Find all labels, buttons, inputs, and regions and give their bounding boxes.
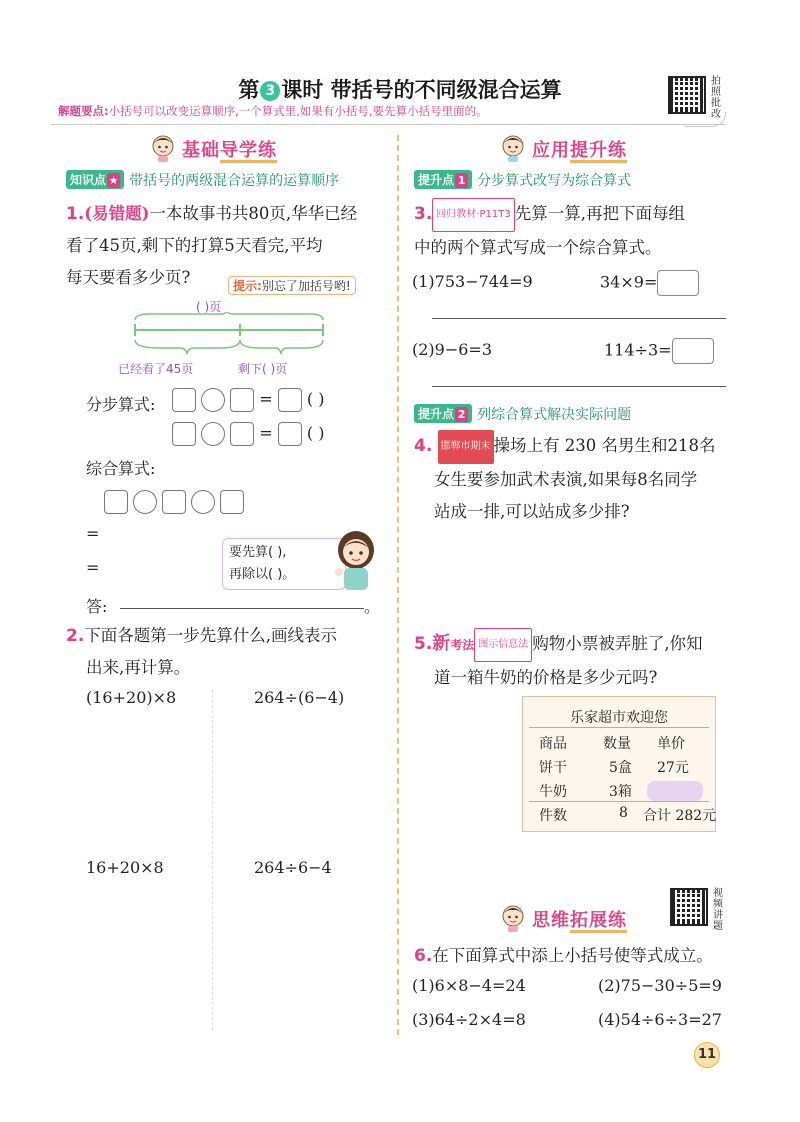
expression-2: 264÷(6−4) — [254, 688, 345, 707]
line-segment-diagram — [130, 312, 330, 362]
girl-character-icon — [330, 528, 382, 592]
expression-1: (16+20)×8 — [86, 688, 177, 707]
q6-equation-1: (1)6×8−4=24 — [412, 976, 526, 995]
answer-line[interactable] — [432, 386, 726, 387]
boy-avatar-icon — [500, 134, 526, 162]
operator-circle[interactable] — [191, 490, 215, 514]
question-5: 5.新考法 图示信息法 购物小票被弄脏了,你知 道一箱牛奶的价格是多少元吗? — [414, 628, 744, 694]
answer-box[interactable] — [172, 422, 196, 446]
section-title: 基础导学练 — [182, 140, 277, 161]
knowledge-tag: 知识点 ★ — [66, 170, 124, 189]
answer-box[interactable] — [278, 422, 302, 446]
header-divider — [50, 124, 725, 125]
section-applied — [500, 134, 627, 166]
hint-box: 提示:别忘了加括号哟! — [228, 276, 356, 295]
question-6: 6.在下面算式中添上小括号使等式成立。 — [414, 946, 713, 966]
diagram-total-label: ( )页 — [196, 300, 222, 314]
qr-code-icon[interactable] — [670, 888, 708, 926]
operator-circle[interactable] — [133, 490, 157, 514]
step-formula-label: 分步算式: — [86, 395, 156, 414]
question-3: 3. 回归教材·P11T3 先算一算,再把下面每组 中的两个算式写成一个综合算式。 — [414, 198, 744, 264]
answer-box[interactable] — [172, 388, 196, 412]
diagram-read-label: 已经看了45页 — [118, 362, 194, 376]
expression-3: 16+20×8 — [86, 858, 164, 877]
q6-equation-2: (2)75−30÷5=9 — [598, 976, 722, 995]
equals-sign: = — [86, 524, 100, 543]
section-title: 应用提升练 — [532, 140, 627, 161]
stain — [647, 781, 703, 801]
q3-expression-2b: 114÷3= — [604, 338, 714, 364]
improvement-point-2: 提升点 2 列综合算式解决实际问题 — [414, 404, 631, 424]
section-thinking — [500, 904, 627, 936]
shopping-receipt: 乐家超市欢迎您 商品 数量 单价 饼干 5盒 27元 牛奶 3箱 件数 8 合计 282元 — [522, 696, 716, 832]
title-text: 课时 带括号的不同级混合运算 — [281, 78, 562, 102]
step-formula-row-2: = ( ) — [172, 422, 324, 446]
qr-label: 拍 照 批 改 — [711, 76, 721, 120]
answer-box[interactable] — [672, 338, 714, 364]
operator-circle[interactable] — [201, 388, 225, 412]
improvement-point-1: 提升点 1 分步算式改写为综合算式 — [414, 170, 631, 190]
boy-avatar-icon — [500, 904, 526, 932]
receipt-title: 乐家超市欢迎您 — [570, 710, 668, 726]
q6-equation-3: (3)64÷2×4=8 — [412, 1010, 526, 1029]
expression-4: 264÷6−4 — [254, 858, 332, 877]
answer-box[interactable] — [230, 422, 254, 446]
qr-code-icon[interactable] — [668, 76, 706, 114]
knowledge-point: 知识点 ★ 带括号的两级混合运算的运算顺序 — [66, 170, 339, 190]
answer-box[interactable] — [278, 388, 302, 412]
tricky-badge: (易错题) — [84, 204, 150, 223]
answer-line[interactable] — [432, 318, 726, 319]
solving-tip: 解题要点:小括号可以改变运算顺序,一个算式里,如果有小括号,要先算小括号里面的。 — [58, 104, 488, 118]
combined-formula-row — [104, 490, 244, 514]
q3-expression-2a: (2)9−6=3 — [412, 340, 493, 359]
answer-box[interactable] — [162, 490, 186, 514]
answer-box[interactable] — [230, 388, 254, 412]
qr-label: 视 频 讲 题 — [713, 888, 723, 932]
lesson-number: 3 — [260, 81, 280, 101]
work-area-divider — [212, 690, 213, 1030]
combined-formula-label: 综合算式: — [86, 459, 156, 478]
answer-box[interactable] — [657, 270, 699, 296]
q3-expression-1a: (1)753−744=9 — [412, 272, 533, 291]
question-4: 4. 邯郸市期末 操场上有 230 名男生和218名 女生要参加武术表演,如果每8名同学 站成一排,可以站成多少排? — [414, 430, 744, 528]
q3-expression-1b: 34×9= — [600, 270, 699, 296]
page-number: 11 — [694, 1042, 720, 1068]
girl-speech-bubble: 要先算( ), 再除以( )。 — [222, 538, 346, 590]
answer-box[interactable] — [220, 490, 244, 514]
operator-circle[interactable] — [201, 422, 225, 446]
boy-avatar-icon — [150, 134, 176, 162]
section-basic — [150, 134, 277, 166]
title-prefix: 第 — [238, 78, 260, 102]
equals-sign: = — [86, 558, 100, 577]
answer-label: 答: — [86, 597, 108, 616]
answer-line[interactable] — [120, 608, 364, 609]
question-2: 2.下面各题第一步先算什么,画线表示 出来,再计算。 — [66, 626, 338, 677]
diagram-remain-label: 剩下( )页 — [238, 362, 288, 376]
step-formula-row-1: = ( ) — [172, 388, 324, 412]
question-1: 1.(易错题)一本故事书共80页,华华已经 看了45页,剩下的打算5天看完,平均 每天要看多少页? — [66, 204, 358, 287]
answer-box[interactable] — [104, 490, 128, 514]
q6-equation-4: (4)54÷6÷3=27 — [598, 1010, 722, 1029]
column-divider — [397, 135, 399, 1035]
section-title: 思维拓展练 — [532, 910, 627, 931]
